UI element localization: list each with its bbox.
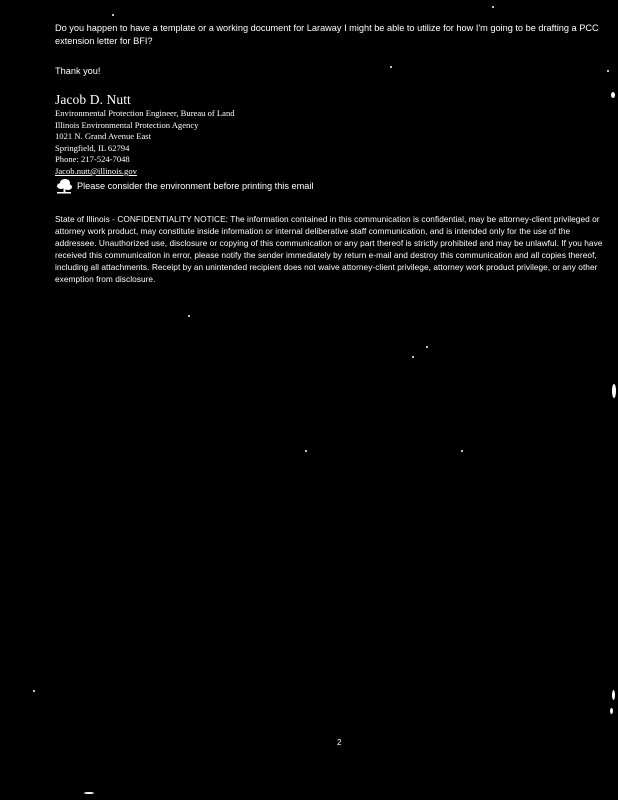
email-request <box>55 22 615 47</box>
environment-note <box>55 178 313 194</box>
signature-name: Jacob D. Nutt <box>55 92 131 107</box>
tree-icon <box>55 178 73 194</box>
signature-city: Springfield, IL 62794 <box>55 142 130 153</box>
thanks-line: Thank you! <box>55 66 101 76</box>
signature-phone: Phone: 217-524-7048 <box>55 154 130 165</box>
environment-note-text: Please consider the environment before printing this email <box>77 181 314 191</box>
signature-agency: Illinois Environmental Protection Agency <box>55 119 199 130</box>
signature-title: Environmental Protection Engineer, Bureau of Land <box>55 108 235 118</box>
request-text: Do you happen to have a template or a working document for Laraway I might be able to utilize for how I'm going to be drafting a PCC extension letter for BFI? <box>55 23 599 46</box>
signature-email-link[interactable]: Jacob.nutt@illinois.gov <box>55 165 137 176</box>
scan-edge <box>0 0 12 800</box>
page-number: 2 <box>337 738 342 747</box>
signature-block <box>55 108 235 178</box>
signature-address: 1021 N. Grand Avenue East <box>55 131 152 142</box>
confidentiality-notice: State of Illinois - CONFIDENTIALITY NOTICE: The information contained in this communication is confidential, may be attorney-client privileged or attorney work product, may constitute inside information or internal deliberative staff communication, and is intended only for the use of the addressee. Unauthorized use, disclosure or copying of this communication or any part thereof is strictly prohibited and may be unlawful. If you have received this communication in error, please notify the sender immediately by return e-mail and destroy this communication and all copies thereof, including all attachments. Receipt by an unintended recipient does not waive attorney-client privilege, attorney work product privilege, or any other exemption from disclosure. <box>55 214 603 284</box>
